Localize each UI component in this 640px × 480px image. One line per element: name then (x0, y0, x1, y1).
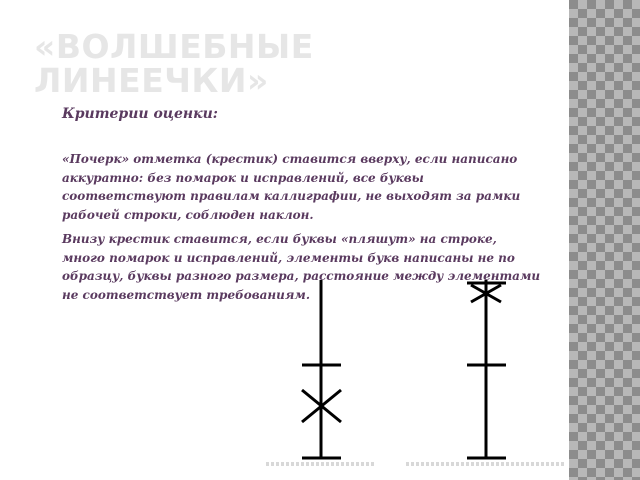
ruler-diagram (264, 280, 574, 470)
decorative-side-stripe (569, 0, 640, 480)
ruler-top-mark (467, 280, 506, 458)
criteria-paragraph-bottom: Внизу крестик ставится, если буквы «пляшут» на строке, много помарок и исправлений, элементы букв написаны не по образцу, буквы разного размера, расстояние между элементами не соответствует требованиям. (62, 232, 541, 302)
ruler-bottom-mark (302, 280, 341, 458)
criteria-heading: Критерии оценки: (62, 106, 218, 122)
criteria-paragraph-top: «Почерк» отметка (крестик) ставится вверху, если написано аккуратно: без помарок и исправлений, все буквы соответствуют правилам каллиграфии, не выходят за рамки рабочей строки, соблюден наклон. (62, 152, 521, 222)
slide-title: «ВОЛШЕБНЫЕ ЛИНЕЕЧКИ» (34, 27, 314, 100)
